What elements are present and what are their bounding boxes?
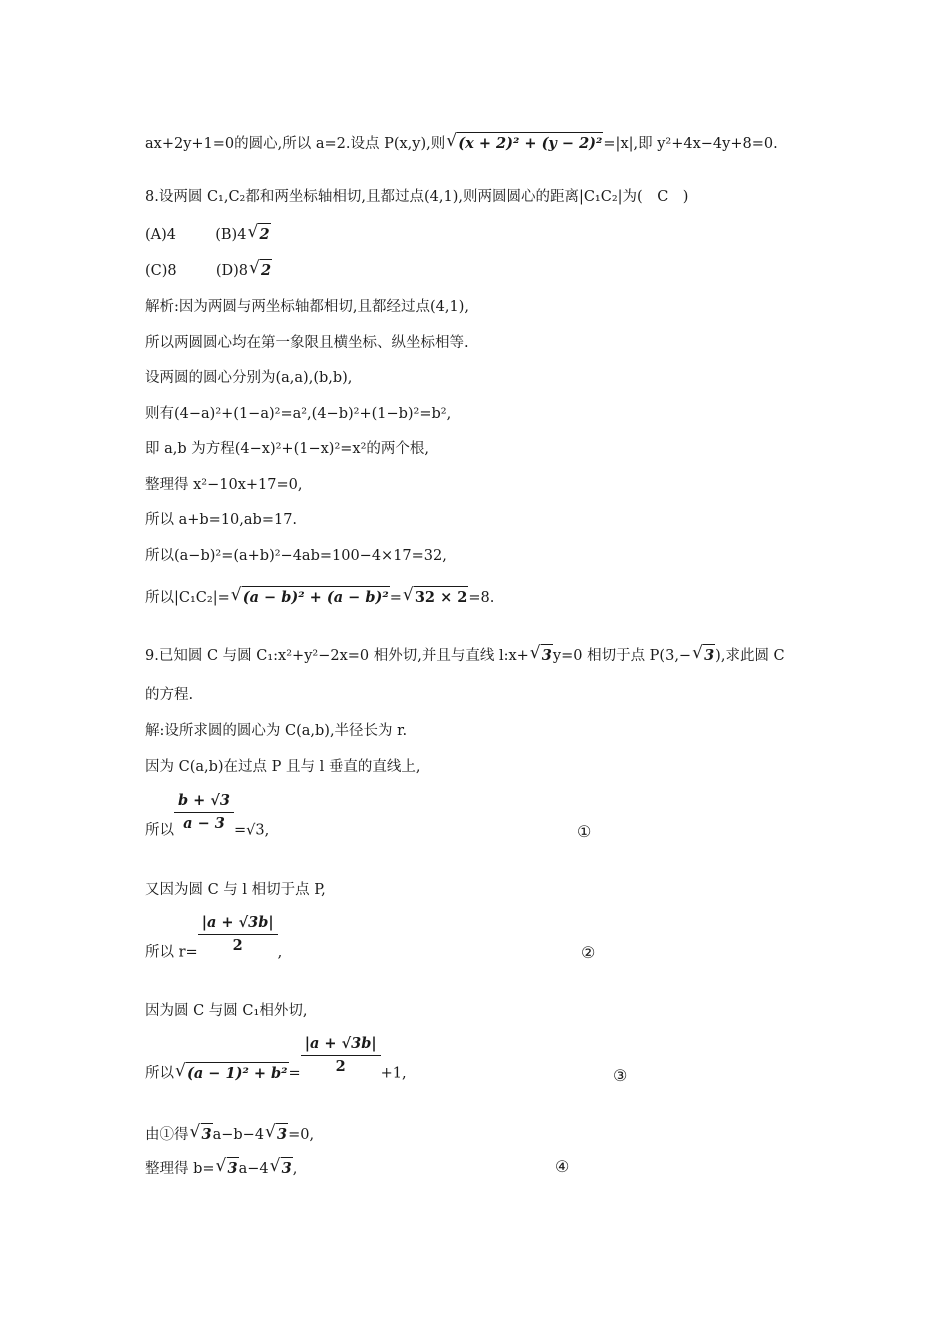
text: y=0 相切于点 P(3,− (552, 648, 692, 664)
answer-line-8 (145, 1123, 314, 1146)
answer-line-9 (145, 1157, 297, 1180)
solution-line-6: 整理得 x²−10x+17=0, (145, 477, 303, 493)
text: 由①得 (145, 1127, 189, 1143)
answer-line-1: 解:设所求圆的圆心为 C(a,b),半径长为 r. (145, 723, 408, 739)
text: =|x|,即 y²+4x−4y+8=0. (603, 136, 778, 152)
sqrt-expression: √ (a − b)² + (a − b)² (231, 586, 390, 609)
answer-line-5 (145, 912, 282, 964)
fraction: $\frac{|a + √3b|}{2}$ (198, 912, 278, 957)
question-8: 8.设两圆 C₁,C₂都和两坐标轴相切,且都过点(4,1),则两圆圆心的距离|C₁C₂|为( C ) (145, 189, 689, 205)
text: 整理得 b= (145, 1161, 215, 1177)
sqrt-3: √ 3 (216, 1157, 239, 1180)
question-9 (145, 644, 785, 667)
solution-line-2: 所以两圆圆心均在第一象限且横坐标、纵坐标相等. (145, 335, 469, 351)
text: = (389, 590, 402, 606)
sqrt-3: √ 3 (530, 644, 553, 667)
option-b: (B)4 (215, 227, 247, 243)
sqrt-expression: √ (a − 1)² + b² (175, 1062, 289, 1085)
marker-1: ① (577, 822, 592, 841)
text: =√3, (234, 822, 270, 839)
answer-line-7 (145, 1033, 407, 1085)
text: +1, (380, 1065, 407, 1082)
solution-line-4: 则有(4−a)²+(1−a)²=a²,(4−b)²+(1−b)²=b², (145, 406, 452, 422)
marker-2: ② (581, 943, 596, 962)
marker-3: ③ (613, 1066, 628, 1085)
solution-line-9 (145, 586, 494, 609)
text: 9.已知圆 C 与圆 C₁:x²+y²−2x=0 相外切,并且与直线 l:x+ (145, 648, 529, 664)
text: = (288, 1065, 301, 1082)
marker-4: ④ (555, 1157, 570, 1176)
answer-line-4: 又因为圆 C 与 l 相切于点 P, (145, 882, 326, 898)
text: 所以|C₁C₂|= (145, 590, 230, 606)
text: =0, (288, 1127, 315, 1143)
sqrt-expression: √ 32 × 2 (403, 586, 469, 609)
option-c: (C)8 (145, 263, 177, 279)
solution-line-5: 即 a,b 为方程(4−x)²+(1−x)²=x²的两个根, (145, 441, 430, 457)
fraction: $\frac{|a + √3b|}{2}$ (301, 1033, 381, 1078)
sqrt-2: √ 2 (247, 223, 270, 246)
text: , (292, 1161, 298, 1177)
question-9-cont: 的方程. (145, 687, 194, 703)
sqrt-3: √ 3 (692, 644, 715, 667)
solution-line-1: 解析:因为两圆与两坐标轴都相切,且都经过点(4,1), (145, 299, 469, 315)
sqrt-3: √ 3 (270, 1157, 293, 1180)
solution-line-7: 所以 a+b=10,ab=17. (145, 512, 298, 528)
answer-line-3 (145, 790, 269, 842)
sqrt-expression: √ (x + 2)² + (y − 2)² (446, 132, 603, 155)
line-circle-equation (145, 132, 778, 155)
answer-line-6: 因为圆 C 与圆 C₁相外切, (145, 1003, 308, 1019)
sqrt-2: √ 2 (249, 259, 272, 282)
option-d: (D)8 (215, 263, 249, 279)
solution-line-3: 设两圆的圆心分别为(a,a),(b,b), (145, 370, 353, 386)
text: ),求此圆 C (715, 648, 785, 664)
text: =8. (468, 590, 495, 606)
text: a−4 (238, 1161, 269, 1177)
sqrt-3: √ 3 (265, 1123, 288, 1146)
text: 所以 (145, 822, 174, 839)
text: , (277, 944, 283, 961)
text: a−b−4 (212, 1127, 265, 1143)
solution-line-8: 所以(a−b)²=(a+b)²−4ab=100−4×17=32, (145, 548, 447, 564)
fraction: $\frac{b + √3}{a - 3}$ (174, 790, 234, 835)
option-a: (A)4 (145, 227, 177, 243)
text: ax+2y+1=0的圆心,所以 a=2.设点 P(x,y),则 (145, 136, 446, 152)
text: 所以 (145, 1065, 174, 1082)
q8-options-ab (145, 223, 271, 246)
sqrt-3: √ 3 (190, 1123, 213, 1146)
q8-options-cd (145, 259, 272, 282)
answer-line-2: 因为 C(a,b)在过点 P 且与 l 垂直的直线上, (145, 759, 421, 775)
text: 所以 r= (145, 944, 198, 961)
